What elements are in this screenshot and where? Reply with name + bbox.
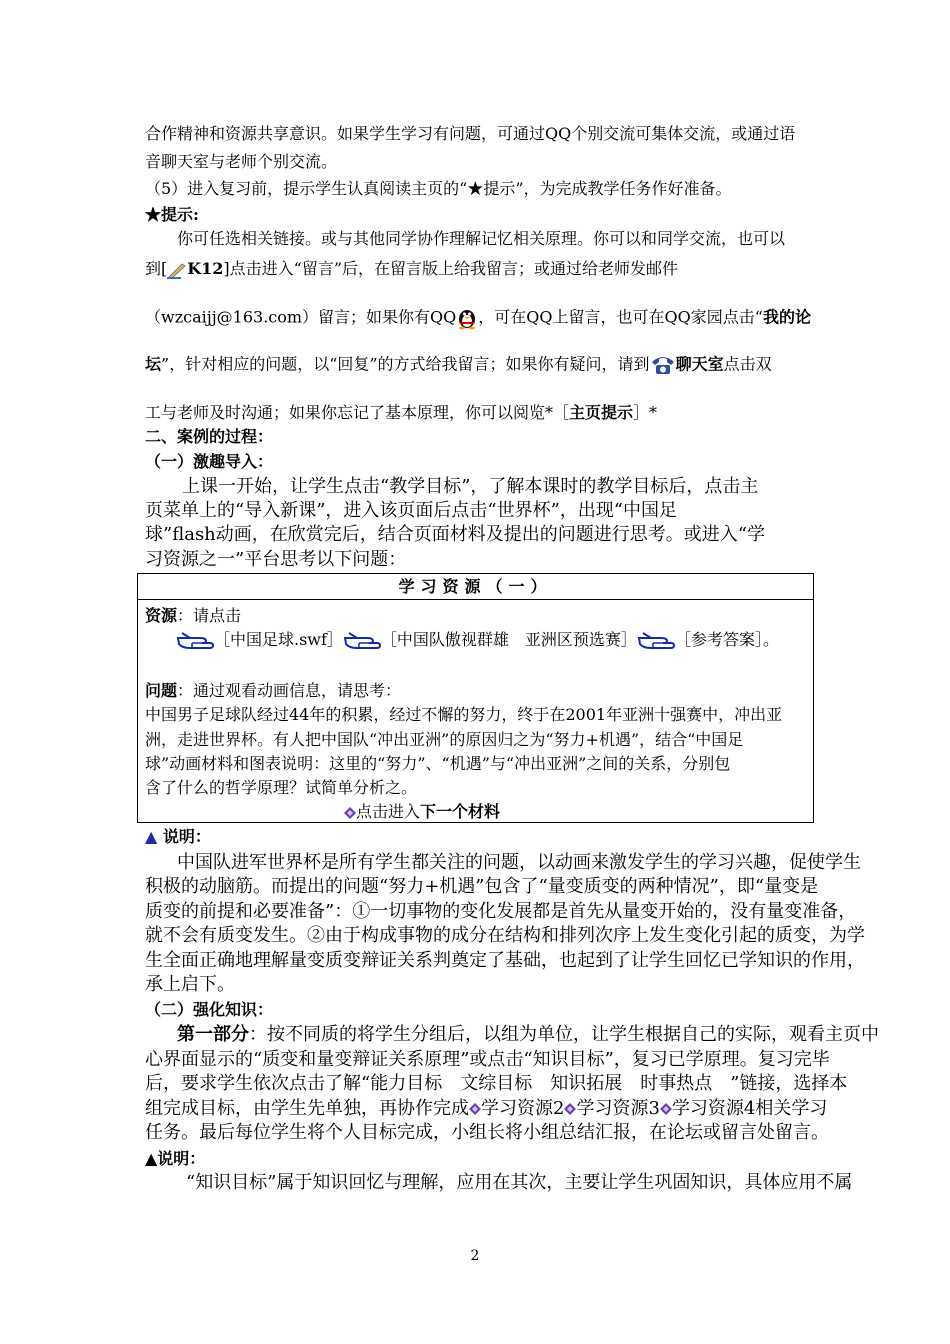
page-number: 2 — [470, 1248, 480, 1264]
paragraph-line: 承上启下。 — [145, 974, 235, 995]
note-heading: ▲说明： — [145, 1149, 206, 1168]
k12-link[interactable]: K12 — [187, 259, 224, 278]
tip-heading: ★提示: — [145, 205, 199, 224]
box-title: 学习资源（一） — [138, 574, 813, 600]
text: 组完成目标，由学生先单独，再协作完成 — [145, 1098, 469, 1119]
subsection-heading: （二）强化知识： — [145, 1000, 274, 1019]
paragraph-line: 页菜单上的“导入新课”，进入该页面后点击“世界杯”，出现“中国足 — [145, 500, 678, 521]
diamond-icon — [660, 1103, 672, 1115]
note-heading: ▲ 说明： — [145, 827, 211, 846]
learning-resource-box — [137, 573, 814, 823]
section-heading: 二、案例的过程： — [145, 427, 274, 446]
resource-2-link[interactable]: 学习资源2 — [481, 1098, 565, 1119]
resource-4-link[interactable]: 学习资源4相关学习 — [671, 1098, 828, 1119]
answer-link[interactable]: ［参考答案］。 — [674, 630, 779, 649]
text: 工与老师及时沟通；如果你忘记了基本原理，你可以阅览*［ — [145, 403, 570, 422]
note-heading-text: 说明： — [157, 827, 211, 846]
resource-3-link[interactable]: 学习资源3 — [576, 1098, 660, 1119]
chatroom-link[interactable]: 聊天室 — [675, 354, 724, 374]
question-text: 含了什么的哲学原理？试简单分析之。 — [145, 778, 418, 797]
pointing-hand-icon[interactable] — [176, 630, 214, 652]
homepage-tips-link[interactable]: 主页提示 — [569, 403, 634, 422]
paragraph-line: 后，要求学生依次点击了解“能力目标 文综目标 知识拓展 时事热点 ”链接，选择本 — [145, 1073, 848, 1094]
question-line — [145, 678, 401, 701]
subsection-heading: （一）激趣导入： — [145, 452, 274, 471]
text: ：按不同质的将学生分组后，以组为单位，让学生根据自己的实际，观看主页中 — [249, 1024, 879, 1045]
paragraph-line — [145, 259, 678, 279]
phone-icon[interactable] — [650, 354, 676, 376]
text: 到[ — [145, 259, 168, 278]
diamond-icon — [564, 1103, 576, 1115]
question-text: 中国男子足球队经过44年的积累，经过不懈的努力，终于在2001年亚洲十强赛中，冲出亚 — [145, 705, 783, 724]
qq-penguin-icon[interactable] — [456, 306, 478, 330]
paragraph-line: 就不会有质变发生。②由于构成事物的成分在结构和排列次序上发生变化引起的质变，为学 — [145, 925, 865, 946]
question-text: 球”动画材料和图表说明：这里的“努力”、“机遇”与“冲出亚洲”之间的关系，分别包 — [145, 754, 731, 773]
paragraph-line: 球”flash动画，在欣赏完后，结合页面材料及提出的问题进行思考。或进入“学 — [145, 524, 765, 545]
question-text: 洲，走进世界杯。有人把中国队“冲出亚洲”的原因归之为“努力+机遇”，结合“中国足 — [145, 730, 744, 749]
text: ，可在QQ上留言，也可在QQ家园点击“ — [478, 307, 763, 327]
diamond-icon — [469, 1103, 481, 1115]
pen-icon — [167, 261, 187, 279]
forum-link-cont[interactable]: 坛 — [145, 354, 162, 374]
part-label: 第一部分 — [177, 1024, 249, 1045]
paragraph-line — [145, 306, 811, 330]
question-label: 问题 — [145, 681, 178, 700]
soccer-swf-link[interactable]: ［中国足球.swf］ — [214, 630, 343, 649]
paragraph-line: 你可任选相关链接。或与其他同学协作理解记忆相关原理。你可以和同学交流，也可以 — [177, 229, 786, 248]
paragraph-line: 任务。最后每位学生将个人目标完成，小组长将小组总结汇报，在论坛或留言处留言。 — [145, 1122, 829, 1143]
text: ：请点击 — [177, 606, 242, 625]
text: 点击双 — [723, 354, 772, 374]
pointing-hand-icon[interactable] — [343, 630, 381, 652]
paragraph-line: 音聊天室与老师个别交流。 — [145, 152, 338, 171]
text: （wzcaijj@163.com）留言；如果你有QQ — [145, 307, 457, 327]
paragraph-line: 合作精神和资源共享意识。如果学生学习有问题，可通过QQ个别交流可集体交流，或通过语 — [145, 124, 796, 143]
next-material-link[interactable] — [344, 799, 500, 822]
paragraph-line — [145, 354, 772, 376]
paragraph-line: 心界面显示的“质变和量变辩证关系原理”或点击“知识目标”，复习已学原理。复习完毕 — [145, 1049, 830, 1070]
text: ”，针对相应的问题，以“回复”的方式给我留言；如果你有疑问，请到 — [161, 354, 650, 374]
paragraph-line: “知识目标”属于知识回忆与理解，应用在其次，主要让学生巩固知识，具体应用不属 — [186, 1172, 853, 1193]
qualifier-link[interactable]: ［中国队傲视群雄 亚洲区预选赛］ — [380, 630, 637, 649]
paragraph-line: 中国队进军世界杯是所有学生都关注的问题，以动画来激发学生的学习兴趣，促使学生 — [177, 852, 861, 873]
resource-label: 资源 — [145, 606, 178, 625]
text: 点击进入 — [356, 802, 421, 821]
paragraph-line — [145, 1098, 827, 1120]
paragraph-line: 生全面正确地理解量变质变辩证关系判奠定了基础，也起到了让学生回忆已学知识的作用， — [145, 950, 865, 971]
next-material-label: 下一个材料 — [420, 802, 501, 821]
paragraph-line: 质变的前提和必要准备”：①一切事物的变化发展都是首先从量变开始的，没有量变准备， — [145, 901, 857, 922]
forum-link[interactable]: 我的论 — [762, 307, 811, 327]
text: ]点击进入“留言”后，在留言版上给我留言；或通过给老师发邮件 — [223, 259, 679, 278]
paragraph-line: （5）进入复习前，提示学生认真阅读主页的“★提示”，为完成教学任务作好准备。 — [145, 179, 732, 198]
diamond-icon — [344, 807, 356, 819]
resource-line — [145, 603, 241, 626]
paragraph-line — [145, 403, 657, 423]
paragraph-line — [177, 1024, 879, 1046]
resource-links — [176, 627, 779, 653]
text: ］* — [633, 403, 658, 422]
paragraph-line: 习资源之一”平台思考以下问题： — [145, 549, 407, 570]
paragraph-line: 积极的动脑筋。而提出的问题“努力+机遇”包含了“量变质变的两种情况”，即“量变是 — [145, 876, 819, 897]
pointing-hand-icon[interactable] — [637, 630, 675, 652]
paragraph-line: 上课一开始，让学生点击“教学目标”，了解本课时的教学目标后，点击主 — [182, 476, 759, 497]
text: ：通过观看动画信息，请思考： — [177, 681, 402, 700]
